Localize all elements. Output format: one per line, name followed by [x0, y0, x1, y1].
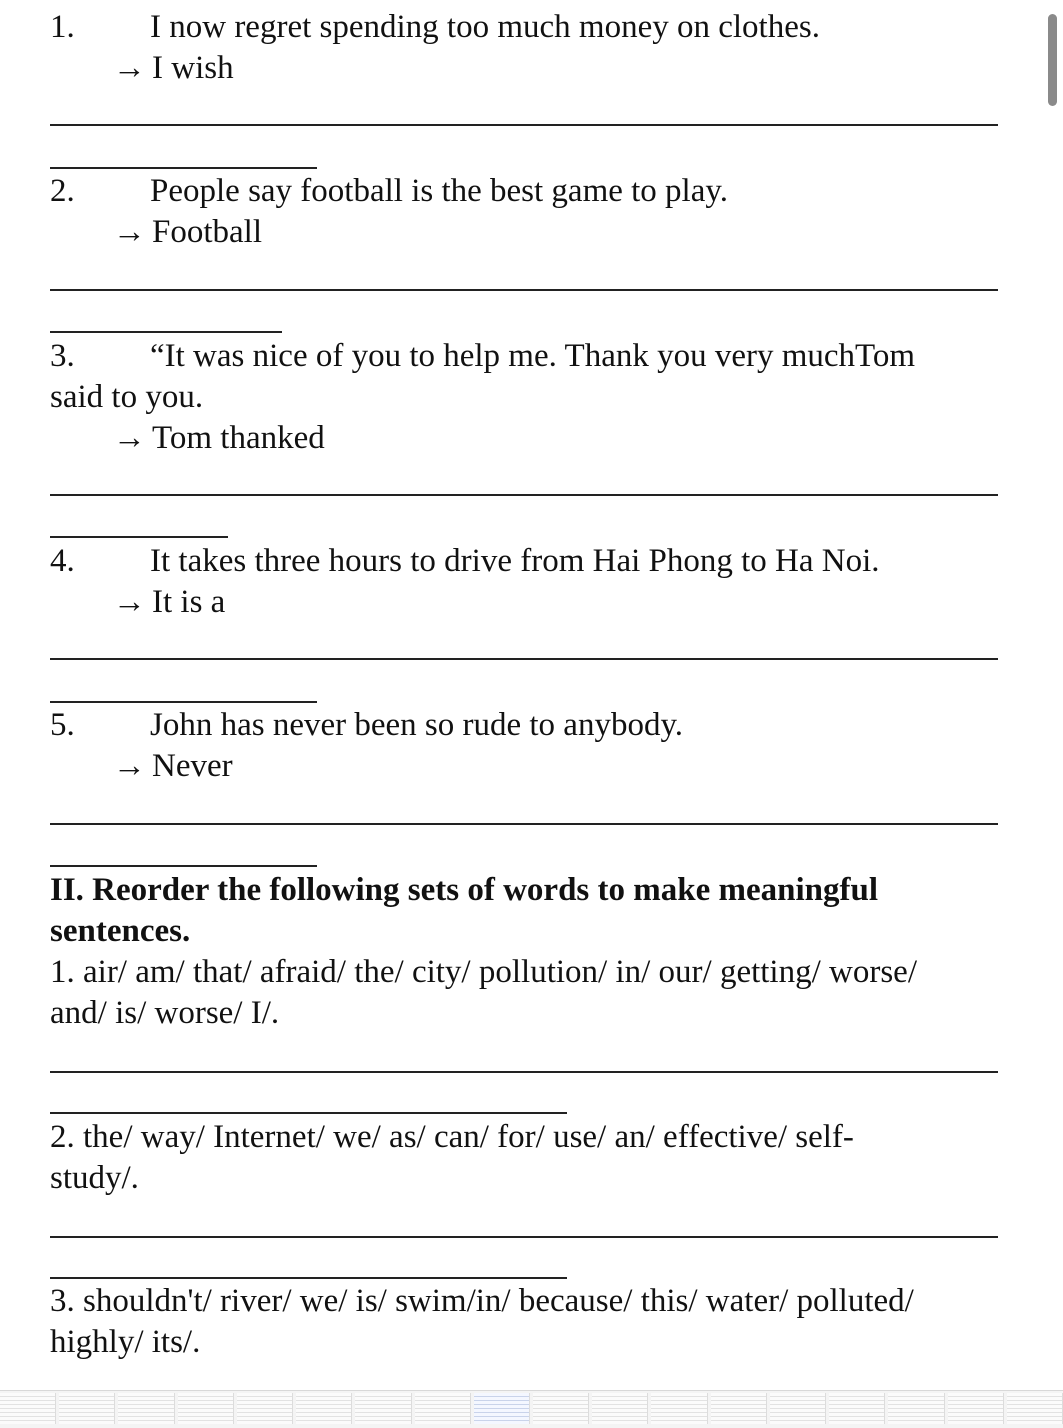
question-4 — [50, 541, 880, 581]
page-thumbnail[interactable] — [829, 1393, 885, 1424]
answer-line-short[interactable] — [50, 1277, 567, 1279]
reorder-item-1: 1. air/ am/ that/ afraid/ the/ city/ pollution/ in/ our/ getting/ worse/ — [50, 954, 917, 990]
question-number: 4. — [50, 543, 75, 579]
question-3-continuation: said to you. — [50, 379, 204, 415]
answer-line[interactable] — [50, 494, 998, 496]
answer-prompt-1 — [113, 48, 234, 88]
answer-line[interactable] — [50, 823, 998, 825]
page-thumbnail[interactable] — [1007, 1393, 1063, 1424]
reorder-item-2: 2. the/ way/ Internet/ we/ as/ can/ for/ use/ an/ effective/ self- — [50, 1119, 854, 1155]
page-thumbnail[interactable] — [178, 1393, 234, 1424]
answer-line[interactable] — [50, 1071, 998, 1073]
page-thumbnail-strip[interactable] — [0, 1390, 1063, 1428]
question-3 — [50, 336, 915, 376]
reorder-item-2-continuation: study/. — [50, 1160, 139, 1196]
reorder-item-3-continuation: highly/ its/. — [50, 1324, 201, 1360]
arrow-icon: → — [113, 214, 146, 250]
prompt-text: I wish — [152, 50, 234, 86]
answer-line-short[interactable] — [50, 167, 317, 169]
answer-line-short[interactable] — [50, 701, 317, 703]
question-5 — [50, 705, 683, 745]
answer-line[interactable] — [50, 1236, 998, 1238]
page-thumbnail[interactable] — [711, 1393, 767, 1424]
reorder-item-3: 3. shouldn't/ river/ we/ is/ swim/in/ because/ this/ water/ polluted/ — [50, 1283, 914, 1319]
section-heading: II. Reorder the following sets of words to make meaningful — [50, 872, 879, 908]
answer-line[interactable] — [50, 289, 998, 291]
question-sentence: “It was nice of you to help me. Thank you very muchTom — [150, 338, 916, 374]
question-sentence: It takes three hours to drive from Hai Phong to Ha Noi. — [150, 543, 880, 579]
question-number: 5. — [50, 707, 75, 743]
question-2 — [50, 171, 728, 211]
page-thumbnail[interactable] — [0, 1393, 56, 1424]
question-sentence: I now regret spending too much money on clothes. — [150, 9, 820, 45]
question-sentence: John has never been so rude to anybody. — [150, 707, 684, 743]
question-1 — [50, 7, 820, 47]
prompt-text: Football — [152, 214, 263, 250]
question-number: 1. — [50, 9, 75, 45]
answer-line-short[interactable] — [50, 865, 317, 867]
page-thumbnail[interactable] — [533, 1393, 589, 1424]
page-thumbnail-current[interactable] — [474, 1393, 530, 1424]
page-thumbnail[interactable] — [948, 1393, 1004, 1424]
prompt-text: Tom thanked — [152, 420, 325, 456]
answer-line[interactable] — [50, 124, 998, 126]
answer-line-short[interactable] — [50, 1112, 567, 1114]
answer-line-short[interactable] — [50, 536, 228, 538]
page-thumbnail[interactable] — [296, 1393, 352, 1424]
page-thumbnail[interactable] — [651, 1393, 707, 1424]
answer-line[interactable] — [50, 658, 998, 660]
answer-line-short[interactable] — [50, 331, 282, 333]
page-thumbnail[interactable] — [237, 1393, 293, 1424]
page-thumbnail[interactable] — [355, 1393, 411, 1424]
page-thumbnail[interactable] — [59, 1393, 115, 1424]
prompt-text: Never — [152, 748, 233, 784]
page-thumbnail[interactable] — [888, 1393, 944, 1424]
vertical-scrollbar[interactable] — [1048, 14, 1057, 106]
reorder-item-1-continuation: and/ is/ worse/ I/. — [50, 995, 280, 1031]
answer-prompt-5 — [113, 746, 233, 786]
page-thumbnail[interactable] — [592, 1393, 648, 1424]
answer-prompt-3 — [113, 418, 325, 458]
prompt-text: It is a — [152, 584, 226, 620]
page-thumbnail[interactable] — [415, 1393, 471, 1424]
arrow-icon: → — [113, 50, 146, 86]
question-number: 2. — [50, 173, 75, 209]
question-number: 3. — [50, 338, 75, 374]
arrow-icon: → — [113, 584, 146, 620]
arrow-icon: → — [113, 420, 146, 456]
answer-prompt-2 — [113, 212, 262, 252]
question-sentence: People say football is the best game to play. — [150, 173, 728, 209]
arrow-icon: → — [113, 748, 146, 784]
section-heading-continuation: sentences. — [50, 913, 191, 949]
page-thumbnail[interactable] — [118, 1393, 174, 1424]
page-thumbnail[interactable] — [770, 1393, 826, 1424]
answer-prompt-4 — [113, 582, 225, 622]
